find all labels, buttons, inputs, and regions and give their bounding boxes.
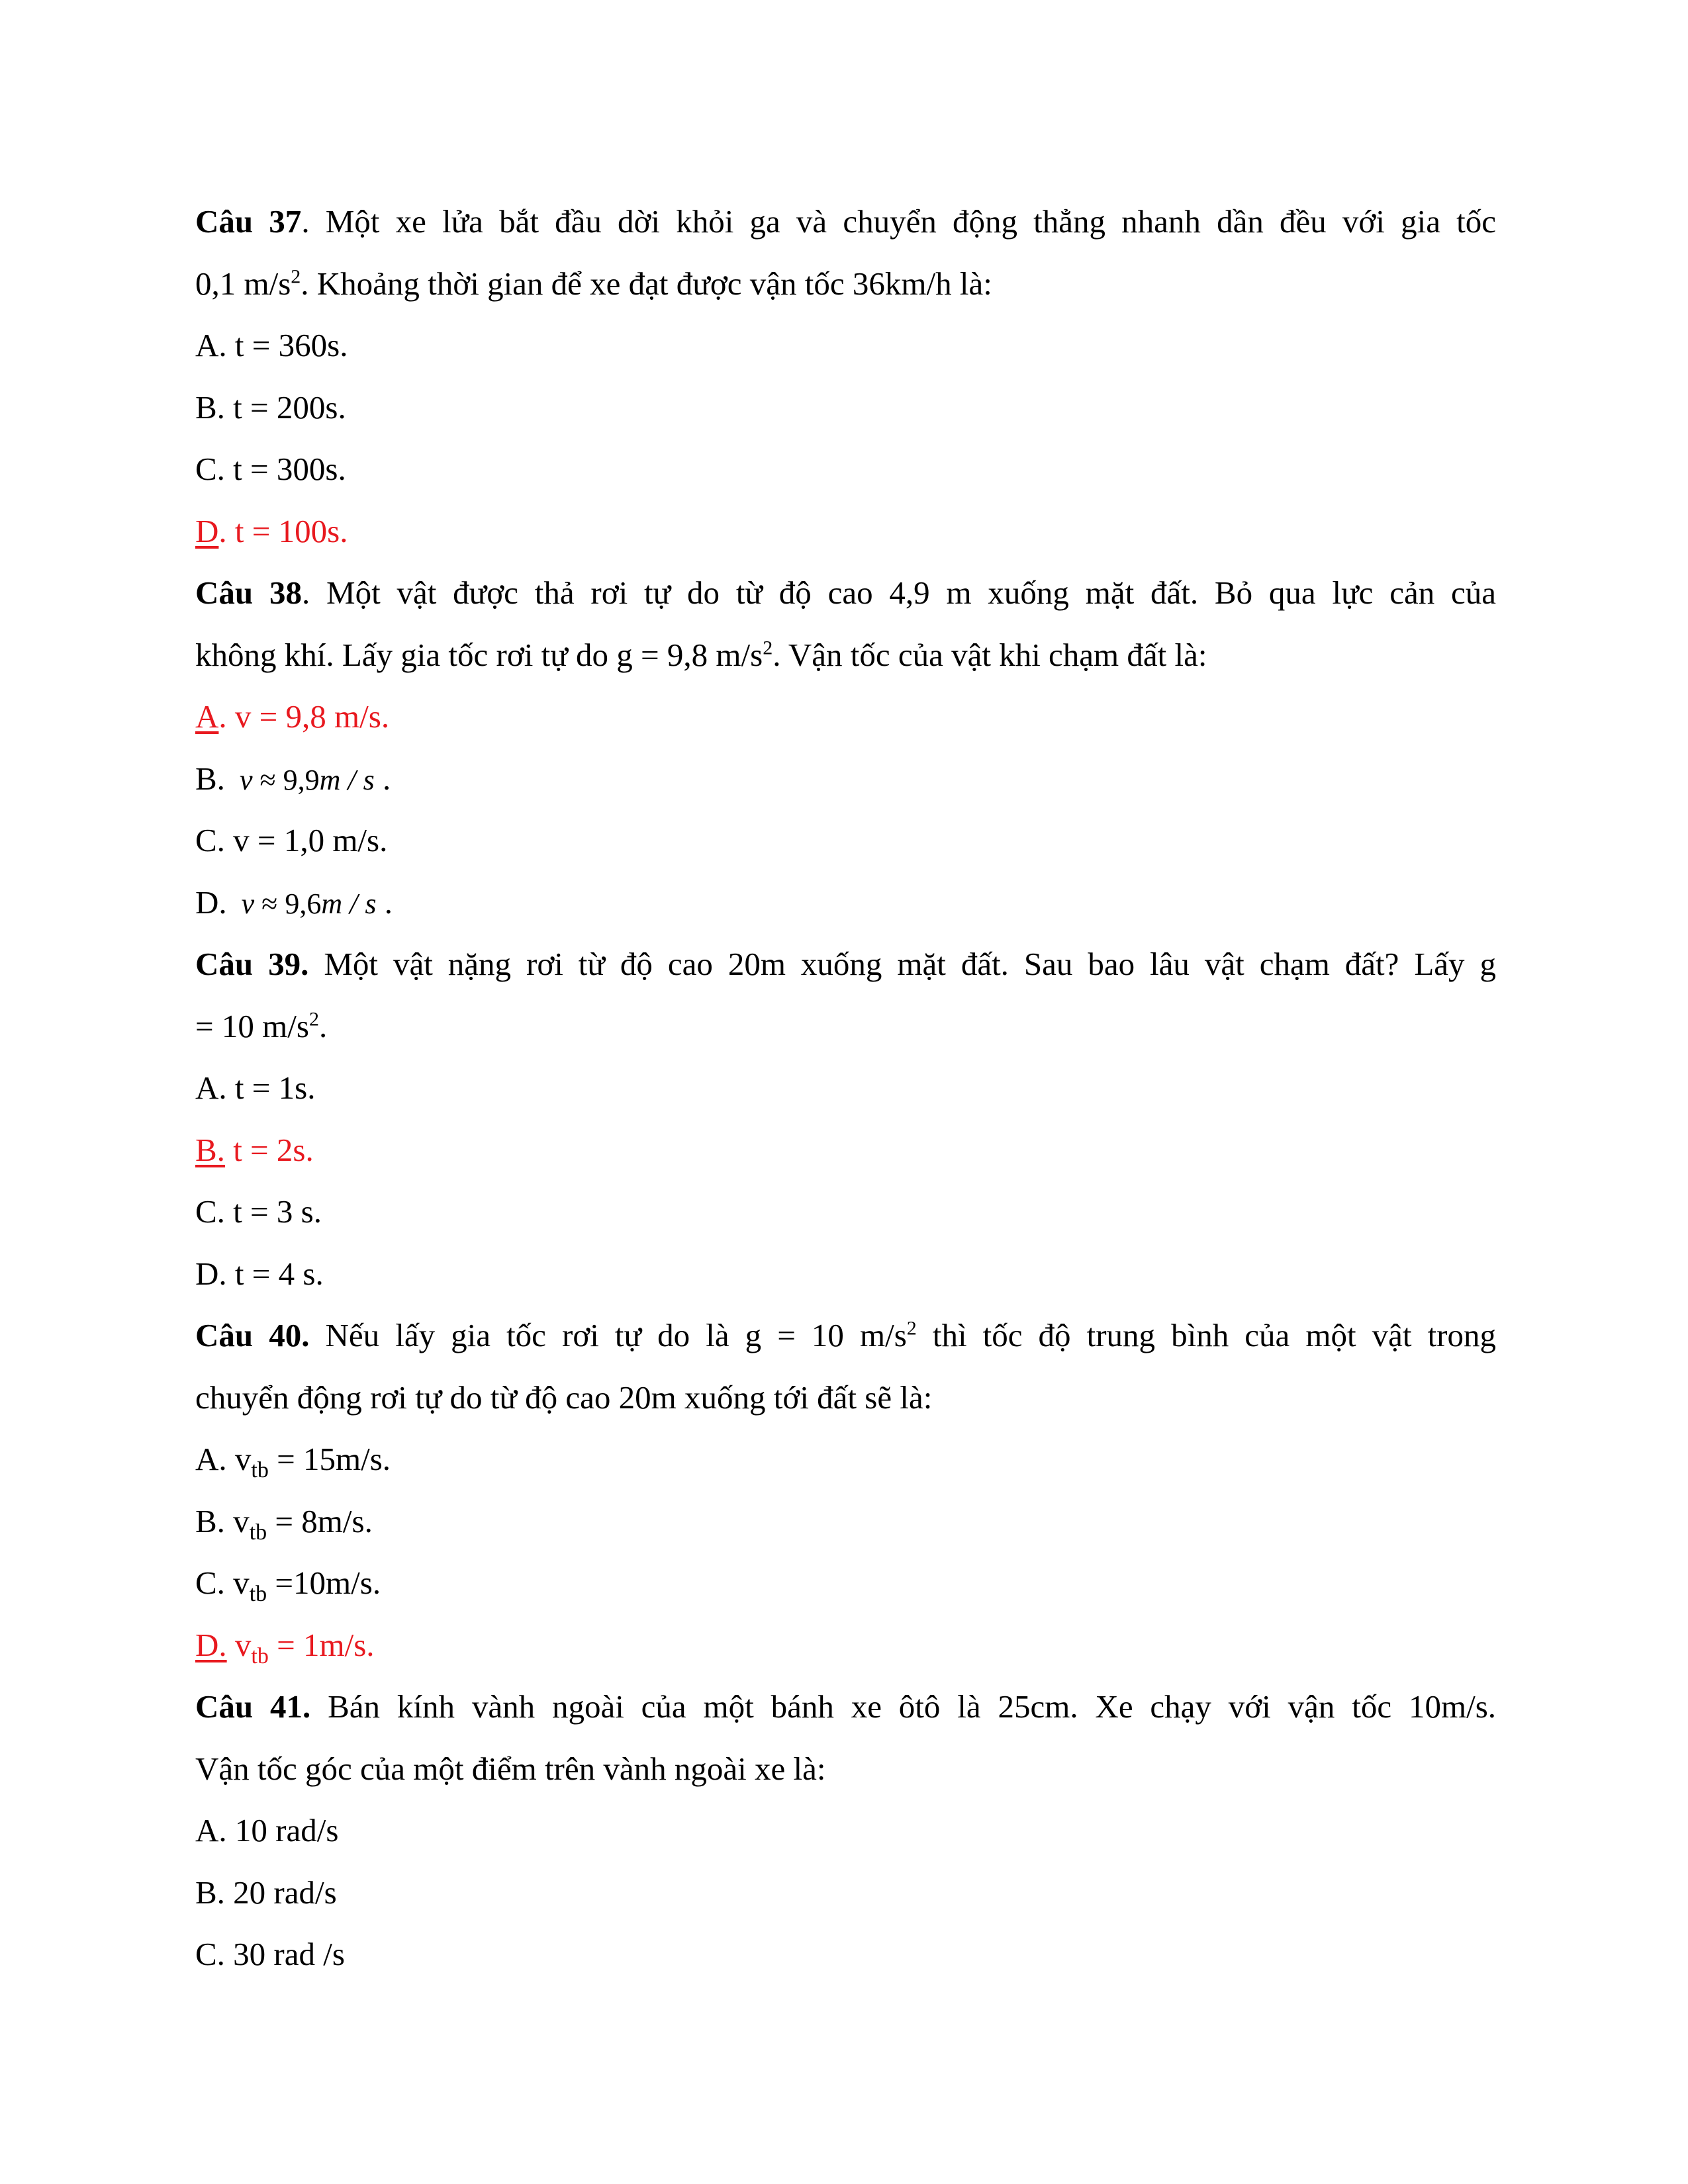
- q38-stem-line2: không khí. Lấy gia tốc rơi tự do g = 9,8 $m/s^2$. Vận tốc của vật khi chạm đất là:: [195, 636, 1207, 673]
- q37-option-d-correct: D. t = 100s.: [195, 512, 348, 549]
- q37-label: Câu 37: [195, 203, 302, 240]
- q39-option-b-correct: B. t = 2s.: [195, 1131, 314, 1168]
- q40-label: Câu 40.: [195, 1317, 310, 1353]
- q38-option-b-formula: v ≈ 9,9m / s: [239, 763, 375, 796]
- q38-label: Câu 38: [195, 574, 302, 611]
- q40-option-c: C. $v_{tb} =10m/s$.: [195, 1565, 381, 1606]
- q39-option-a: A. t = 1s.: [195, 1069, 316, 1106]
- q41-option-b: B. 20 rad/s: [195, 1874, 337, 1911]
- q41-option-c: C. 30 rad /s: [195, 1936, 345, 1972]
- q37-option-b: B. t = 200s.: [195, 388, 346, 426]
- q38-option-c: C. v = 1,0 m/s.: [195, 822, 388, 858]
- q38-option-d-formula: v ≈ 9,6m / s: [241, 887, 377, 920]
- q40-option-d-correct: D. $v_{tb} = 1m/s$.: [195, 1626, 375, 1668]
- question-list: [195, 191, 1496, 1985]
- q37-option-c: C. t = 300s.: [195, 451, 346, 487]
- q40-option-a: A. $v_{tb} = 15m/s$.: [195, 1441, 391, 1482]
- q38-option-a-correct: A. v = 9,8 m/s.: [195, 698, 390, 735]
- q40-option-b: B. $v_{tb} = 8m/s$.: [195, 1502, 373, 1545]
- q39-stem-line2: = 10 $m/s^2$.: [195, 1007, 328, 1044]
- q38-stem-line1: Câu 38. Một vật được thả rơi tự do từ độ cao 4,9 m xuống mặt đất. Bỏ qua lực cản của: [195, 574, 1496, 611]
- q37-stem-line1: Câu 37. Một xe lửa bắt đầu dời khỏi ga và chuyển động thẳng nhanh dần đều với gia tốc: [195, 203, 1496, 240]
- q37-option-a: A. t = 360s.: [195, 327, 348, 363]
- q39-label: Câu 39.: [195, 946, 309, 982]
- q41-stem-line2: Vận tốc góc của một điểm trên vành ngoài xe là:: [195, 1750, 826, 1787]
- q40-stem-line2: chuyển động rơi tự do từ độ cao 20m xuống tới đất sẽ là:: [195, 1379, 933, 1416]
- q39-option-c: C. t = 3 s.: [195, 1193, 322, 1230]
- q41-option-a: A. 10 rad/s: [195, 1812, 339, 1848]
- q38-option-d: D. v ≈ 9,6m / s .: [195, 884, 393, 921]
- q37-stem-line2: 0,1 $m/s^2$. Khoảng thời gian để xe đạt được vận tốc 36km/h là:: [195, 265, 992, 302]
- q39-stem-line1: Câu 39. Một vật nặng rơi từ độ cao 20m xuống mặt đất. Sau bao lâu vật chạm đất? Lấy g: [195, 946, 1496, 982]
- q39-option-d: D. t = 4 s.: [195, 1255, 324, 1292]
- q41-label: Câu 41.: [195, 1688, 311, 1725]
- q40-stem-line1: Câu 40. Nếu lấy gia tốc rơi tự do là g = 10 $m/s^2$ thì tốc độ trung bình của một vật trong: [195, 1317, 1496, 1353]
- q41-stem-line1: Câu 41. Bán kính vành ngoài của một bánh xe ôtô là 25cm. Xe chạy với vận tốc 10m/s.: [195, 1688, 1496, 1725]
- q38-option-b: B. v ≈ 9,9m / s .: [195, 760, 391, 797]
